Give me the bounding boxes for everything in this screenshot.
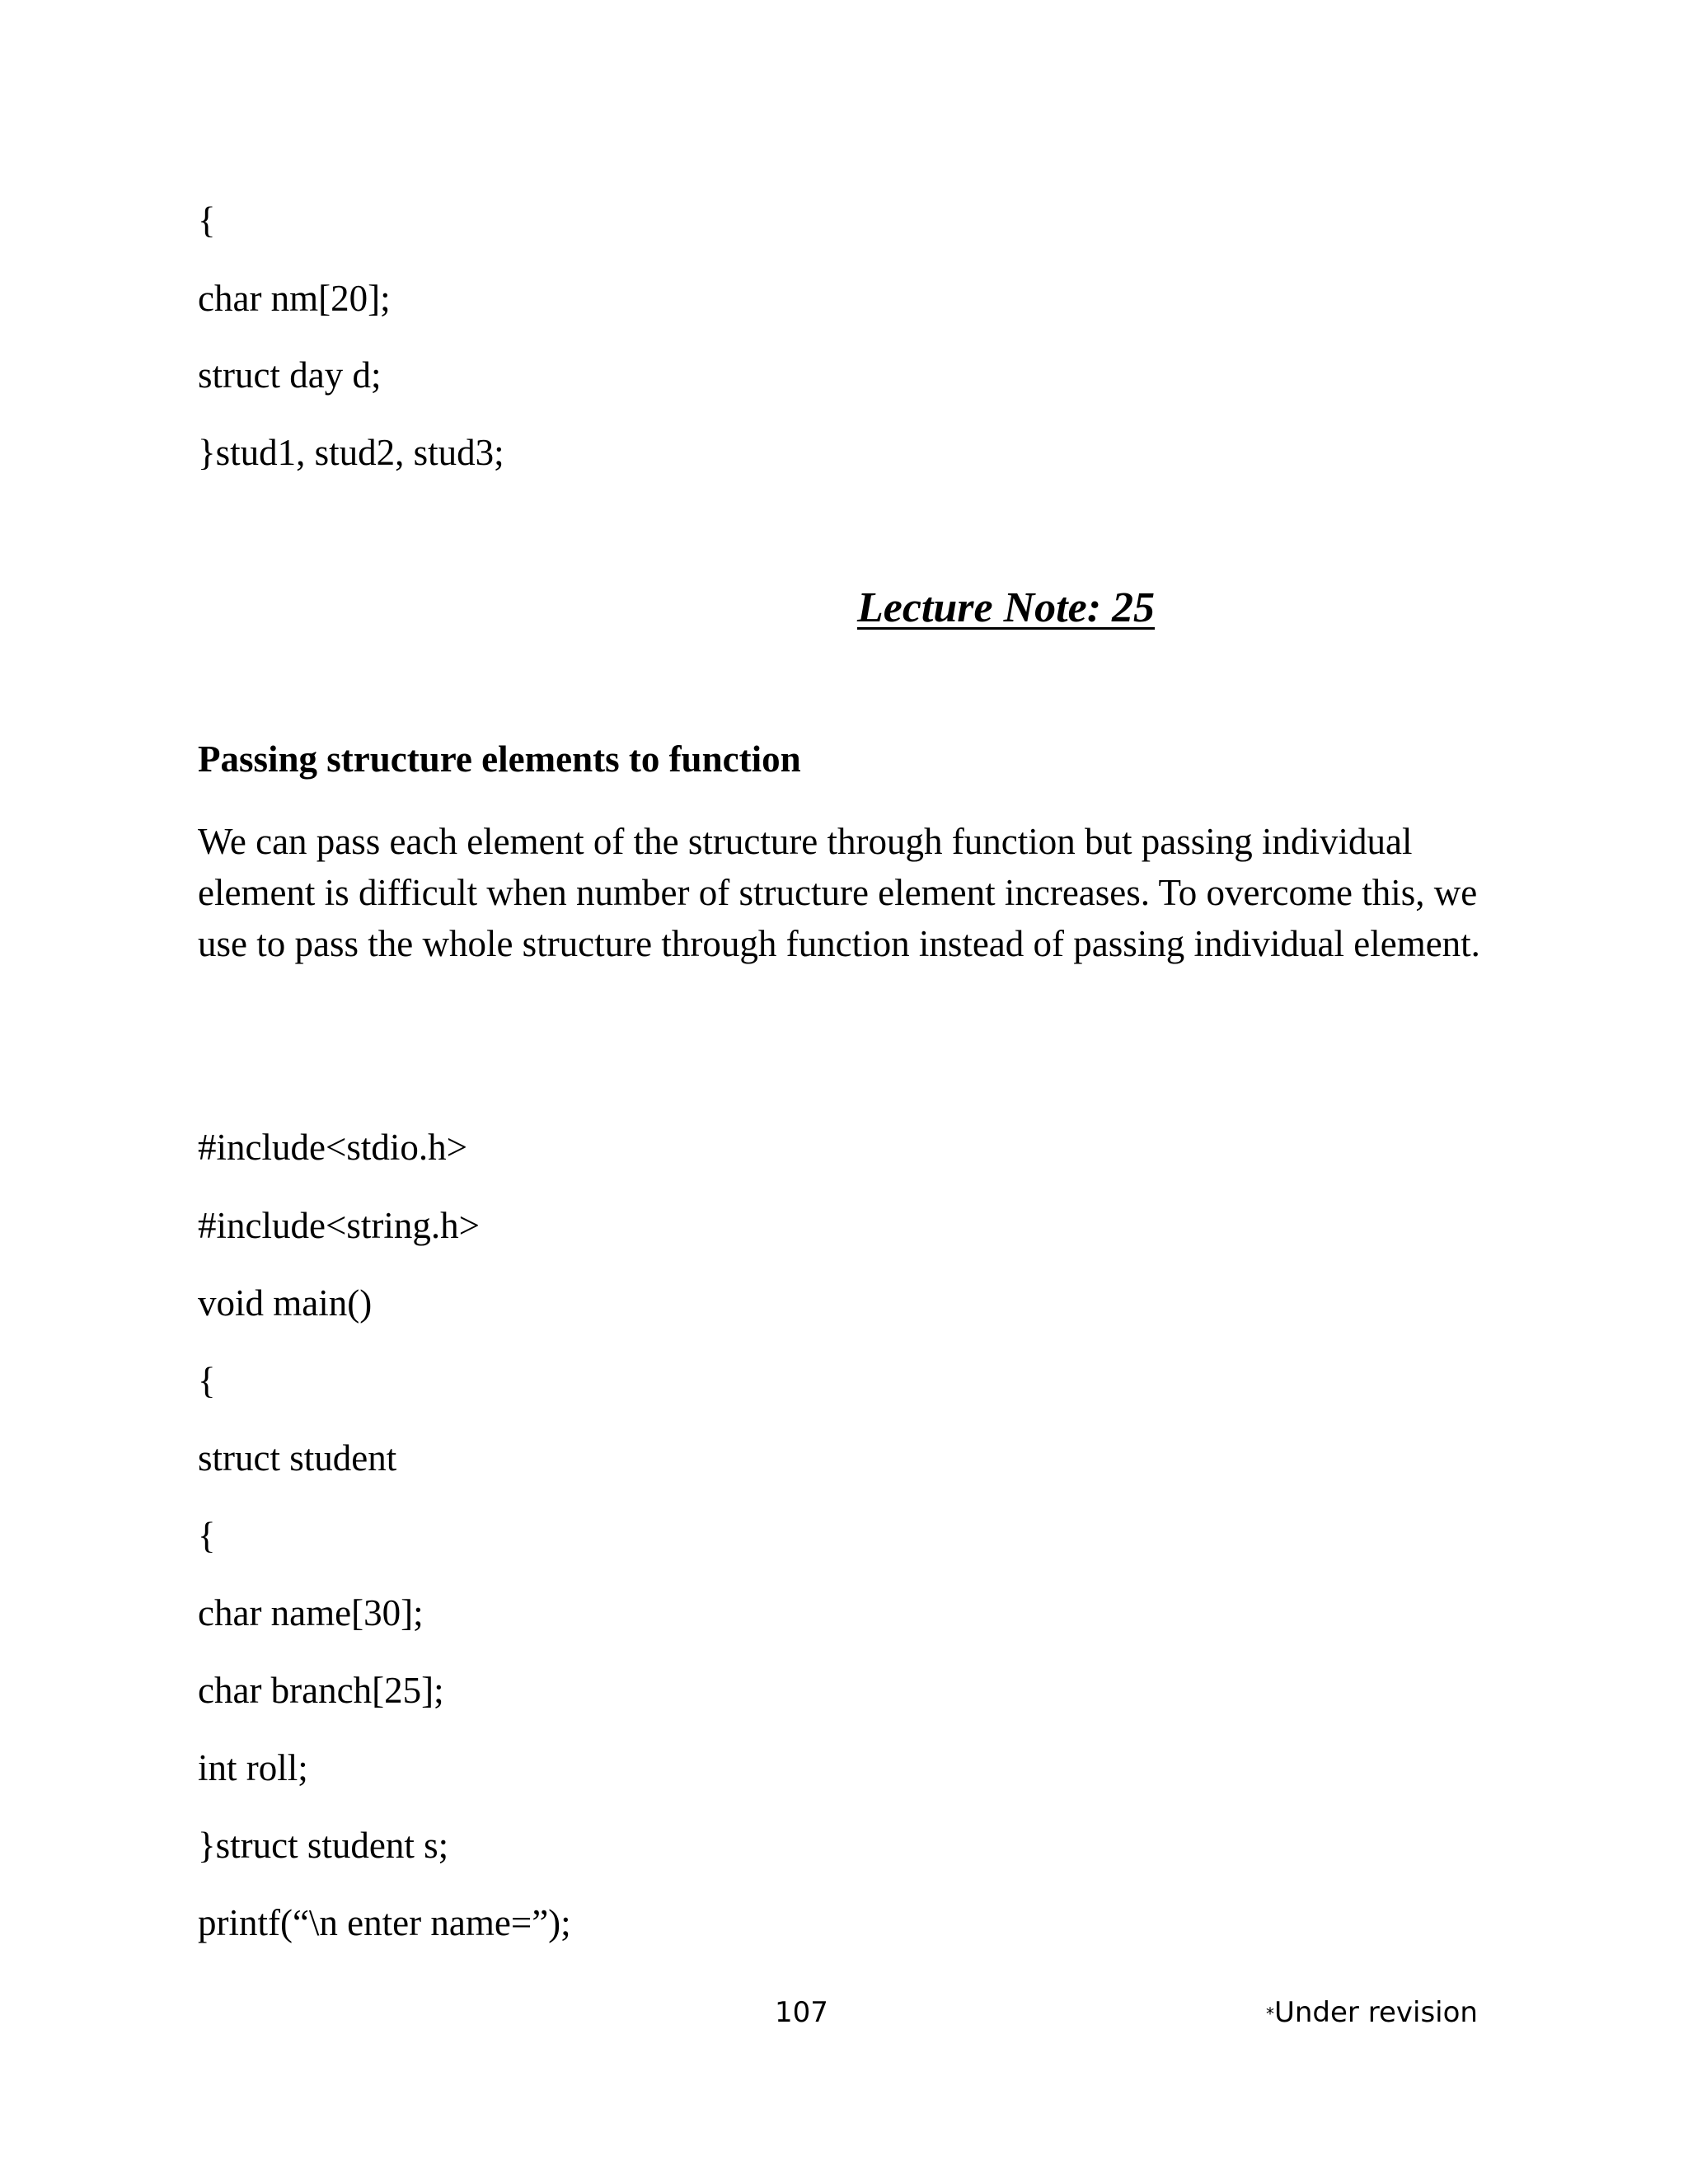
code-line: printf(“\n enter name=”);: [198, 1902, 571, 1943]
code-line: char nm[20];: [198, 278, 391, 319]
code-line: #include<string.h>: [198, 1205, 480, 1246]
code-line: int roll;: [198, 1747, 308, 1788]
code-line: }stud1, stud2, stud3;: [198, 432, 504, 473]
code-line: {: [198, 1360, 216, 1401]
code-line: struct day d;: [198, 354, 382, 396]
code-line: #include<stdio.h>: [198, 1127, 467, 1168]
code-line: struct student: [198, 1437, 397, 1479]
code-line: char branch[25];: [198, 1670, 444, 1711]
code-line: {: [198, 1515, 216, 1556]
code-line: {: [198, 199, 216, 241]
code-line: char name[30];: [198, 1592, 424, 1633]
code-line: void main(): [198, 1282, 373, 1324]
revision-star: *: [1266, 2004, 1274, 2024]
page-number: 107: [775, 1996, 828, 2029]
body-paragraph: We can pass each element of the structure through function but passing individual element is difficult when number of structure element increases. To overcome this, we use to pass the whole structure through function instead of passing individual element.: [198, 821, 1480, 964]
code-line: }struct student s;: [198, 1825, 449, 1866]
section-heading: Passing structure elements to function: [198, 738, 801, 780]
revision-text: Under revision: [1274, 1996, 1478, 2029]
revision-note: [1266, 1996, 1478, 2029]
lecture-title: Lecture Note: 25: [857, 584, 1156, 631]
